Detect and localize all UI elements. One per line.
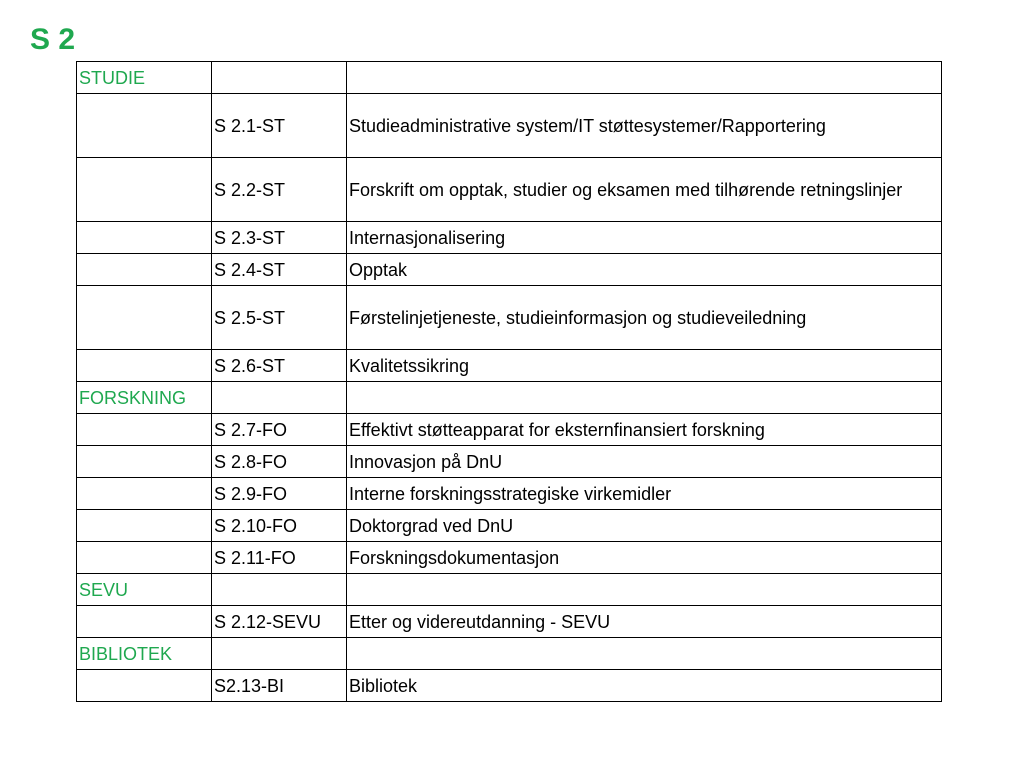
code-cell: S 2.8-FO bbox=[212, 446, 347, 478]
description-cell: Etter og videreutdanning - SEVU bbox=[347, 606, 942, 638]
description-cell: Forskrift om opptak, studier og eksamen med tilhørende retningslinjer bbox=[347, 158, 942, 222]
code-cell: S 2.3-ST bbox=[212, 222, 347, 254]
description-cell: Studieadministrative system/IT støttesystemer/Rapportering bbox=[347, 94, 942, 158]
section-cell: STUDIE bbox=[77, 62, 212, 94]
description-cell: Interne forskningsstrategiske virkemidler bbox=[347, 478, 942, 510]
description-cell bbox=[347, 62, 942, 94]
plan-table bbox=[76, 61, 942, 702]
section-header-row bbox=[77, 382, 942, 414]
section-header-row bbox=[77, 62, 942, 94]
code-cell: S 2.10-FO bbox=[212, 510, 347, 542]
table-row bbox=[77, 222, 942, 254]
table-row bbox=[77, 542, 942, 574]
section-cell bbox=[77, 158, 212, 222]
table-row bbox=[77, 94, 942, 158]
table-row bbox=[77, 446, 942, 478]
code-cell: S 2.9-FO bbox=[212, 478, 347, 510]
table-row bbox=[77, 414, 942, 446]
table-row bbox=[77, 254, 942, 286]
section-cell bbox=[77, 606, 212, 638]
section-cell bbox=[77, 446, 212, 478]
code-cell bbox=[212, 62, 347, 94]
description-cell: Innovasjon på DnU bbox=[347, 446, 942, 478]
section-cell bbox=[77, 222, 212, 254]
table-row bbox=[77, 350, 942, 382]
description-cell bbox=[347, 638, 942, 670]
description-cell: Forskningsdokumentasjon bbox=[347, 542, 942, 574]
code-cell bbox=[212, 382, 347, 414]
section-cell: BIBLIOTEK bbox=[77, 638, 212, 670]
code-cell bbox=[212, 638, 347, 670]
section-cell bbox=[77, 478, 212, 510]
section-cell bbox=[77, 414, 212, 446]
code-cell: S 2.11-FO bbox=[212, 542, 347, 574]
code-cell: S 2.12-SEVU bbox=[212, 606, 347, 638]
section-cell bbox=[77, 94, 212, 158]
description-cell: Opptak bbox=[347, 254, 942, 286]
section-cell: SEVU bbox=[77, 574, 212, 606]
table-row bbox=[77, 158, 942, 222]
description-cell: Kvalitetssikring bbox=[347, 350, 942, 382]
description-cell bbox=[347, 382, 942, 414]
description-cell bbox=[347, 574, 942, 606]
section-cell bbox=[77, 254, 212, 286]
plan-table-body bbox=[77, 62, 942, 702]
description-cell: Førstelinjetjeneste, studieinformasjon og studieveiledning bbox=[347, 286, 942, 350]
table-row bbox=[77, 510, 942, 542]
section-header-row bbox=[77, 574, 942, 606]
code-cell: S 2.4-ST bbox=[212, 254, 347, 286]
description-cell: Effektivt støtteapparat for eksternfinansiert forskning bbox=[347, 414, 942, 446]
code-cell: S 2.6-ST bbox=[212, 350, 347, 382]
table-row bbox=[77, 670, 942, 702]
table-row bbox=[77, 606, 942, 638]
description-cell: Internasjonalisering bbox=[347, 222, 942, 254]
section-cell bbox=[77, 542, 212, 574]
code-cell bbox=[212, 574, 347, 606]
section-cell bbox=[77, 286, 212, 350]
section-cell: FORSKNING bbox=[77, 382, 212, 414]
code-cell: S 2.7-FO bbox=[212, 414, 347, 446]
section-cell bbox=[77, 510, 212, 542]
page-title: S 2 bbox=[30, 23, 76, 56]
section-cell bbox=[77, 670, 212, 702]
code-cell: S 2.5-ST bbox=[212, 286, 347, 350]
code-cell: S2.13-BI bbox=[212, 670, 347, 702]
code-cell: S 2.2-ST bbox=[212, 158, 347, 222]
description-cell: Bibliotek bbox=[347, 670, 942, 702]
section-cell bbox=[77, 350, 212, 382]
section-header-row bbox=[77, 638, 942, 670]
table-row bbox=[77, 286, 942, 350]
table-row bbox=[77, 478, 942, 510]
description-cell: Doktorgrad ved DnU bbox=[347, 510, 942, 542]
code-cell: S 2.1-ST bbox=[212, 94, 347, 158]
